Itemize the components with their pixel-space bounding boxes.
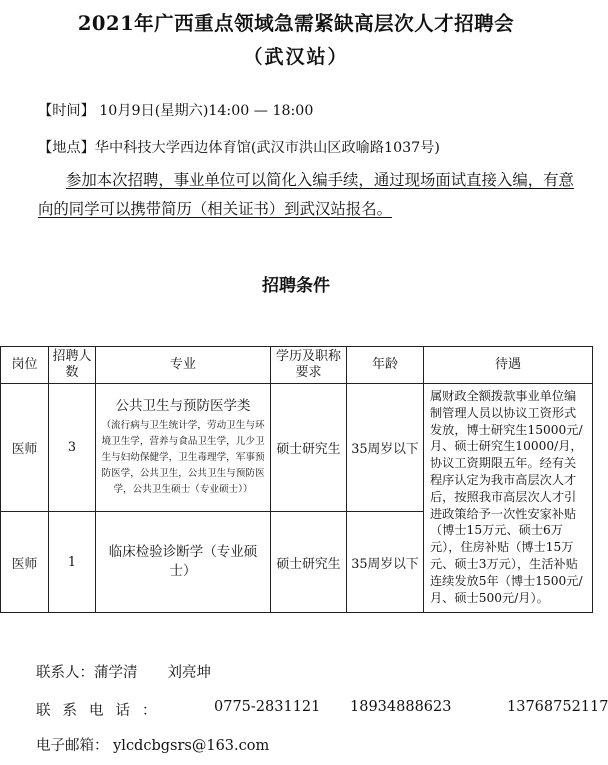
- table-row: [1, 384, 593, 512]
- contact-phone-3: 13768752117: [507, 699, 608, 715]
- table-header-row: [1, 347, 593, 384]
- benefit-cell: 属财政全额拨款事业单位编制管理人员以协议工资形式发放，博士研究生15000元/月、硕士研究生10000/月，协议工资期限五年。经有关程序认定为我市高层次人才后，按照我市高层次人才引进政策给予一次性安家补贴（博士15万元、硕士6万元），住房补贴（博士15万元、硕士3万元），生活补贴连续发放5年（博士1500元/月、硕士500元/月）。: [424, 384, 593, 613]
- age-cell: 35周岁以下: [347, 512, 424, 613]
- contact-email-label: 电子邮箱：: [36, 738, 109, 754]
- post-cell: 医师: [1, 384, 49, 512]
- post-cell: 医师: [1, 512, 49, 613]
- contact-email: ylcdcbgsrs@163.com: [113, 738, 270, 754]
- page-subtitle: （武汉站）: [243, 46, 349, 68]
- place-value: 华中科技大学西边体育馆(武汉市洪山区政喻路1037号): [94, 140, 440, 156]
- contact-email-line: [36, 734, 269, 755]
- header-post: 岗位: [1, 347, 49, 384]
- header-age: 年龄: [347, 347, 424, 384]
- count-cell: 1: [49, 512, 96, 613]
- contact-phone-1: 0775-2831121: [214, 699, 321, 715]
- major-main: 临床检验诊断学（专业硕士）: [108, 544, 258, 580]
- major-detail: （流行病与卫生统计学，劳动卫生与环境卫生学，营养与食品卫生学，儿少卫生与妇幼保健学，卫生毒理学，军事预防医学，公共卫生，公共卫生与预防医学，公共卫生硕士（专业硕士））: [101, 420, 265, 496]
- contact-person-1: 蒲学清: [94, 665, 138, 681]
- major-main: 公共卫生与预防医学类: [115, 398, 251, 415]
- major-cell: [96, 384, 271, 512]
- header-education: 学历及职称要求: [271, 347, 347, 384]
- education-cell: 硕士研究生: [271, 512, 347, 613]
- contact-phone-label: 联系电话：: [36, 703, 169, 719]
- contact-phone-2: 18934888623: [350, 699, 452, 715]
- education-cell: 硕士研究生: [271, 384, 347, 512]
- place-label: 【地点】: [38, 140, 95, 156]
- header-major: 专业: [96, 347, 271, 384]
- notice-text: 参加本次招聘，事业单位可以简化入编手续，通过现场面试直接入编，有意向的同学可以携带简历（相关证书）到武汉站报名。: [38, 171, 574, 218]
- time-line: [38, 100, 313, 120]
- contact-phone-line: [36, 699, 608, 720]
- header-count: 招聘人数: [49, 347, 96, 384]
- header-benefit: 待遇: [424, 347, 593, 384]
- count-cell: 3: [49, 384, 96, 512]
- contact-person-label: 联系人：: [36, 665, 94, 681]
- major-cell: [96, 512, 271, 613]
- notice-paragraph: [38, 166, 580, 224]
- page-title: 2021年广西重点领域急需紧缺高层次人才招聘会: [77, 12, 515, 35]
- contact-person-2: 刘亮坤: [167, 665, 211, 681]
- time-value: 10月9日(星期六)14:00 — 18:00: [99, 103, 314, 119]
- place-line: [38, 137, 440, 157]
- time-label: 【时间】: [38, 103, 95, 119]
- age-cell: 35周岁以下: [347, 384, 424, 512]
- section-title: 招聘条件: [262, 276, 330, 296]
- contact-person-line: [36, 661, 211, 682]
- recruitment-table: [0, 346, 593, 613]
